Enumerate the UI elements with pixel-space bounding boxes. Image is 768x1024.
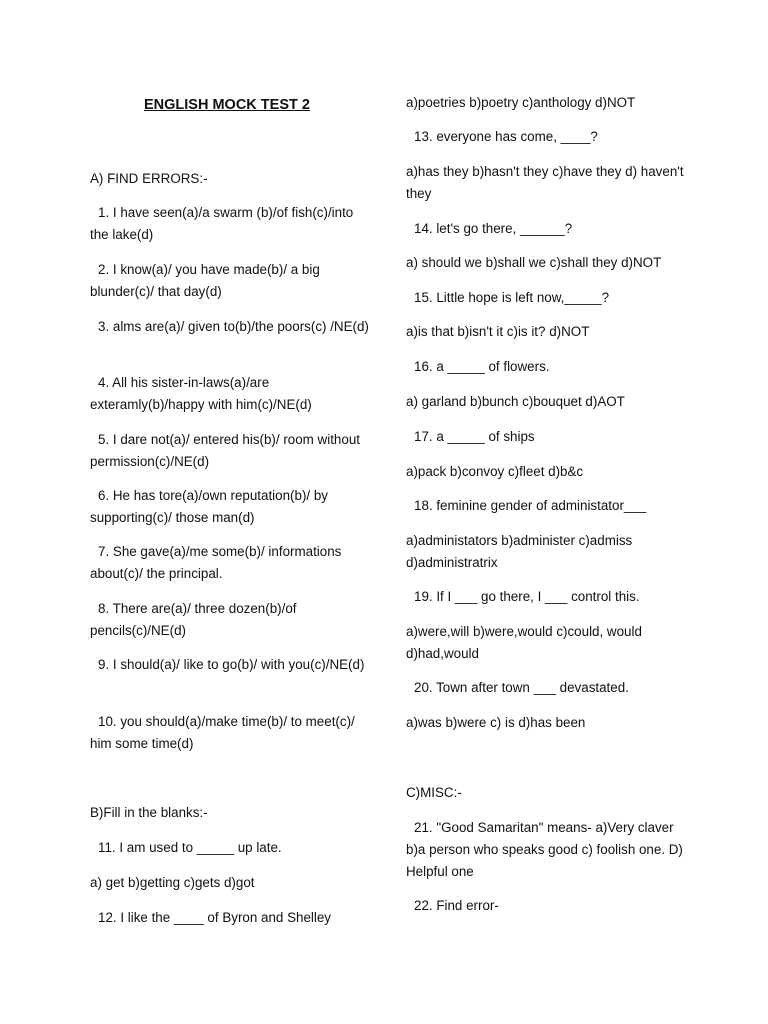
options-19: a)were,will b)were,would c)could, would d)had,would [406, 624, 642, 661]
question-17: 17. a _____ of ships [414, 429, 535, 444]
question-21: 21. "Good Samaritan" means- a)Very claver b)a person who speaks good c) foolish one. D) Helpful one [406, 820, 683, 879]
question-12: 12. I like the ____ of Byron and Shelley [98, 910, 332, 925]
question-8: 8. There are(a)/ three dozen(b)/of pencils(c)/NE(d) [90, 601, 297, 638]
question-2: 2. I know(a)/ you have made(b)/ a big blunder(c)/ that day(d) [90, 262, 320, 299]
question-18: 18. feminine gender of administator___ [414, 498, 647, 513]
question-3: 3. alms are(a)/ given to(b)/the poors(c) /NE(d) [98, 319, 369, 334]
question-22: 22. Find error- [414, 898, 499, 913]
question-9: 9. I should(a)/ like to go(b)/ with you(c)/NE(d) [98, 657, 365, 672]
question-10: 10. you should(a)/make time(b)/ to meet(c)/ him some time(d) [90, 714, 355, 751]
section-heading-fill-blanks: B)Fill in the blanks:- [90, 805, 208, 820]
question-11: 11. I am used to _____ up late. [98, 840, 282, 855]
question-4: 4. All his sister-in-laws(a)/are exteramly(b)/happy with him(c)/NE(d) [90, 375, 312, 412]
options-16: a) garland b)bunch c)bouquet d)AOT [406, 394, 625, 409]
options-13: a)has they b)hasn't they c)have they d) haven't they [406, 164, 684, 201]
section-heading-find-errors: A) FIND ERRORS:- [90, 171, 208, 186]
options-20: a)was b)were c) is d)has been [406, 715, 586, 730]
question-13: 13. everyone has come, ____? [414, 129, 598, 144]
question-7: 7. She gave(a)/me some(b)/ informations about(c)/ the principal. [90, 544, 342, 581]
section-heading-misc: C)MISC:- [406, 785, 462, 800]
question-15: 15. Little hope is left now,_____? [414, 290, 610, 305]
question-14: 14. let's go there, ______? [414, 221, 573, 236]
question-20: 20. Town after town ___ devastated. [414, 680, 629, 695]
test-title: ENGLISH MOCK TEST 2 [144, 97, 310, 113]
options-11: a) get b)getting c)gets d)got [90, 875, 255, 890]
options-14: a) should we b)shall we c)shall they d)NOT [406, 255, 662, 270]
question-16: 16. a _____ of flowers. [414, 359, 550, 374]
options-12: a)poetries b)poetry c)anthology d)NOT [406, 95, 636, 110]
options-17: a)pack b)convoy c)fleet d)b&c [406, 464, 584, 479]
question-19: 19. If I ___ go there, I ___ control this. [414, 589, 640, 604]
question-6: 6. He has tore(a)/own reputation(b)/ by supporting(c)/ those man(d) [90, 488, 328, 525]
options-15: a)is that b)isn't it c)is it? d)NOT [406, 324, 590, 339]
question-5: 5. I dare not(a)/ entered his(b)/ room without permission(c)/NE(d) [90, 432, 360, 469]
options-18: a)administators b)administer c)admiss d)administratrix [406, 533, 633, 570]
question-1: 1. I have seen(a)/a swarm (b)/of fish(c)/into the lake(d) [90, 205, 354, 242]
